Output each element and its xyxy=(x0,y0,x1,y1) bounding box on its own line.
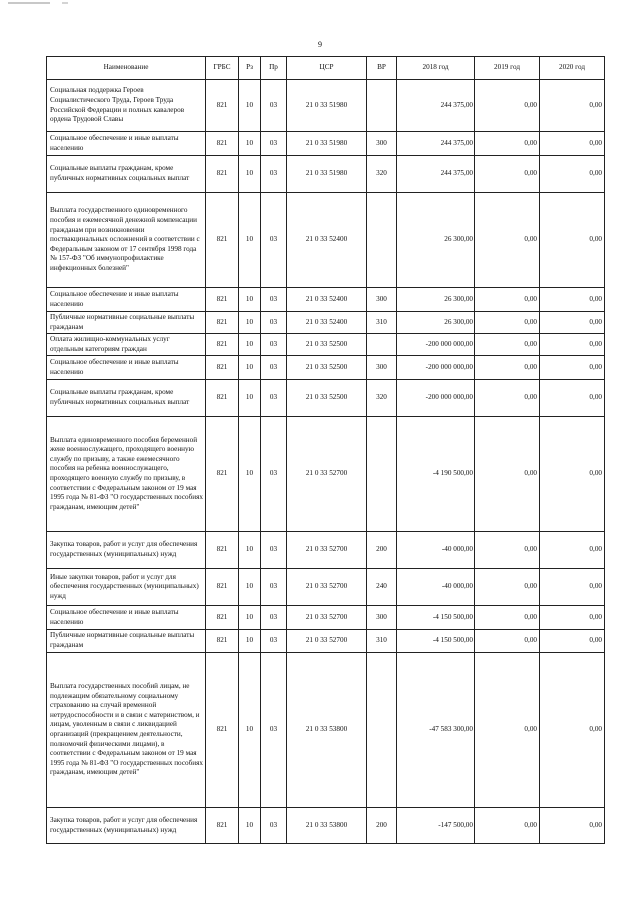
row-vr xyxy=(367,334,397,356)
row-amount-2018: 26 300,00 xyxy=(397,288,475,312)
row-csr: 21 0 33 51980 xyxy=(287,156,367,193)
table-row xyxy=(47,606,605,630)
column-header-name: Наименование xyxy=(47,57,206,80)
row-pr: 03 xyxy=(261,132,287,156)
row-pr: 03 xyxy=(261,80,287,132)
row-rz: 10 xyxy=(239,193,261,288)
row-grbs: 821 xyxy=(206,532,239,569)
row-csr: 21 0 33 51980 xyxy=(287,80,367,132)
scan-artifact xyxy=(62,2,68,4)
row-csr: 21 0 33 51980 xyxy=(287,132,367,156)
row-rz: 10 xyxy=(239,569,261,606)
row-amount-2020: 0,00 xyxy=(540,606,605,630)
row-rz: 10 xyxy=(239,80,261,132)
row-grbs: 821 xyxy=(206,380,239,417)
row-vr: 320 xyxy=(367,380,397,417)
row-csr: 21 0 33 52500 xyxy=(287,356,367,380)
table-row xyxy=(47,312,605,334)
row-amount-2019: 0,00 xyxy=(475,193,540,288)
row-vr: 300 xyxy=(367,606,397,630)
row-amount-2019: 0,00 xyxy=(475,417,540,532)
row-rz: 10 xyxy=(239,532,261,569)
row-amount-2019: 0,00 xyxy=(475,630,540,653)
row-amount-2018: 26 300,00 xyxy=(397,193,475,288)
row-amount-2018: -4 150 500,00 xyxy=(397,630,475,653)
row-amount-2019: 0,00 xyxy=(475,356,540,380)
row-vr: 320 xyxy=(367,156,397,193)
table-row xyxy=(47,156,605,193)
row-amount-2019: 0,00 xyxy=(475,569,540,606)
row-vr: 300 xyxy=(367,288,397,312)
row-name: Выплата государственного единовременного пособия и ежемесячной денежной компенсации гражданам при возникновении поствакцинальных осложнений в соответствии с Федеральным законом от 17 сентября 1998 года № 157-ФЗ "Об иммунопрофилактике инфекционных болезней" xyxy=(47,193,206,288)
row-vr xyxy=(367,417,397,532)
row-csr: 21 0 33 52700 xyxy=(287,532,367,569)
row-pr: 03 xyxy=(261,653,287,808)
row-name: Социальные выплаты гражданам, кроме публичных нормативных социальных выплат xyxy=(47,156,206,193)
row-pr: 03 xyxy=(261,193,287,288)
table-row xyxy=(47,80,605,132)
row-amount-2020: 0,00 xyxy=(540,80,605,132)
row-amount-2019: 0,00 xyxy=(475,653,540,808)
row-amount-2020: 0,00 xyxy=(540,334,605,356)
row-grbs: 821 xyxy=(206,606,239,630)
row-name: Социальное обеспечение и иные выплаты населению xyxy=(47,132,206,156)
table-row xyxy=(47,808,605,844)
row-amount-2020: 0,00 xyxy=(540,569,605,606)
column-header-vr: ВР xyxy=(367,57,397,80)
row-pr: 03 xyxy=(261,356,287,380)
row-grbs: 821 xyxy=(206,653,239,808)
row-amount-2020: 0,00 xyxy=(540,356,605,380)
table-row xyxy=(47,630,605,653)
row-rz: 10 xyxy=(239,334,261,356)
column-header-2019: 2019 год xyxy=(475,57,540,80)
table-body xyxy=(47,80,605,844)
row-vr: 310 xyxy=(367,312,397,334)
column-header-2018: 2018 год xyxy=(397,57,475,80)
row-rz: 10 xyxy=(239,808,261,844)
row-amount-2018: -200 000 000,00 xyxy=(397,334,475,356)
table-row xyxy=(47,532,605,569)
row-amount-2018: -40 000,00 xyxy=(397,532,475,569)
column-header-csr: ЦСР xyxy=(287,57,367,80)
table-row xyxy=(47,334,605,356)
row-amount-2020: 0,00 xyxy=(540,417,605,532)
row-name: Оплата жилищно-коммунальных услуг отдельным категориям граждан xyxy=(47,334,206,356)
table-row xyxy=(47,417,605,532)
table-row xyxy=(47,193,605,288)
row-grbs: 821 xyxy=(206,80,239,132)
row-grbs: 821 xyxy=(206,808,239,844)
row-csr: 21 0 33 53800 xyxy=(287,808,367,844)
row-amount-2019: 0,00 xyxy=(475,334,540,356)
row-vr: 300 xyxy=(367,356,397,380)
row-csr: 21 0 33 52500 xyxy=(287,380,367,417)
row-name: Выплата государственных пособий лицам, не подлежащим обязательному социальному страхованию на случай временной нетрудоспособности и в связи с материнством, и лицам, уволенным в связи с ликвидацией организаций (прекращением деятельности, полномочий физическими лицами), в соответствии с Федеральным законом от 19 мая 1995 года № 81-ФЗ "О государственных пособиях гражданам, имеющим детей" xyxy=(47,653,206,808)
row-amount-2019: 0,00 xyxy=(475,808,540,844)
row-vr: 200 xyxy=(367,808,397,844)
row-grbs: 821 xyxy=(206,132,239,156)
table-row xyxy=(47,569,605,606)
scan-artifact xyxy=(8,2,50,4)
table-row xyxy=(47,380,605,417)
row-amount-2019: 0,00 xyxy=(475,156,540,193)
table-row xyxy=(47,356,605,380)
row-rz: 10 xyxy=(239,417,261,532)
row-name: Выплата единовременного пособия беременной жене военнослужащего, проходящего военную службу по призыву, а также ежемесячного пособия на ребенка военнослужащего, проходящего военную службу по призыву, в соответствии с Федеральным законом от 19 мая 1995 года № 81-ФЗ "О государственных пособиях гражданам, имеющим детей" xyxy=(47,417,206,532)
table-row xyxy=(47,132,605,156)
row-pr: 03 xyxy=(261,156,287,193)
row-rz: 10 xyxy=(239,288,261,312)
row-csr: 21 0 33 52500 xyxy=(287,334,367,356)
row-name: Закупка товаров, работ и услуг для обеспечения государственных (муниципальных) нужд xyxy=(47,808,206,844)
row-vr: 240 xyxy=(367,569,397,606)
table-row xyxy=(47,288,605,312)
row-name: Социальное обеспечение и иные выплаты населению xyxy=(47,606,206,630)
row-amount-2020: 0,00 xyxy=(540,193,605,288)
row-rz: 10 xyxy=(239,630,261,653)
row-csr: 21 0 33 52400 xyxy=(287,288,367,312)
row-amount-2018: 26 300,00 xyxy=(397,312,475,334)
row-rz: 10 xyxy=(239,606,261,630)
row-grbs: 821 xyxy=(206,417,239,532)
row-amount-2020: 0,00 xyxy=(540,288,605,312)
row-amount-2019: 0,00 xyxy=(475,312,540,334)
row-grbs: 821 xyxy=(206,569,239,606)
row-rz: 10 xyxy=(239,132,261,156)
row-rz: 10 xyxy=(239,312,261,334)
row-pr: 03 xyxy=(261,380,287,417)
row-amount-2019: 0,00 xyxy=(475,532,540,569)
row-pr: 03 xyxy=(261,569,287,606)
row-rz: 10 xyxy=(239,380,261,417)
row-grbs: 821 xyxy=(206,193,239,288)
row-name: Публичные нормативные социальные выплаты гражданам xyxy=(47,312,206,334)
row-amount-2019: 0,00 xyxy=(475,288,540,312)
row-pr: 03 xyxy=(261,417,287,532)
row-csr: 21 0 33 52400 xyxy=(287,312,367,334)
row-vr xyxy=(367,193,397,288)
row-amount-2020: 0,00 xyxy=(540,532,605,569)
row-vr: 300 xyxy=(367,132,397,156)
row-amount-2018: -200 000 000,00 xyxy=(397,356,475,380)
row-amount-2018: -4 150 500,00 xyxy=(397,606,475,630)
row-pr: 03 xyxy=(261,606,287,630)
row-grbs: 821 xyxy=(206,312,239,334)
row-name: Социальное обеспечение и иные выплаты населению xyxy=(47,356,206,380)
column-header-rz: Рз xyxy=(239,57,261,80)
row-amount-2018: 244 375,00 xyxy=(397,80,475,132)
row-name: Иные закупки товаров, работ и услуг для обеспечения государственных (муниципальных) нужд xyxy=(47,569,206,606)
row-name: Социальная поддержка Героев Социалистического Труда, Героев Труда Российской Федерации и полных кавалеров ордена Трудовой Славы xyxy=(47,80,206,132)
row-csr: 21 0 33 53800 xyxy=(287,653,367,808)
row-amount-2018: 244 375,00 xyxy=(397,156,475,193)
row-amount-2020: 0,00 xyxy=(540,630,605,653)
row-name: Закупка товаров, работ и услуг для обеспечения государственных (муниципальных) нужд xyxy=(47,532,206,569)
row-csr: 21 0 33 52400 xyxy=(287,193,367,288)
row-grbs: 821 xyxy=(206,630,239,653)
row-rz: 10 xyxy=(239,356,261,380)
row-amount-2018: -40 000,00 xyxy=(397,569,475,606)
row-amount-2020: 0,00 xyxy=(540,312,605,334)
row-rz: 10 xyxy=(239,156,261,193)
row-rz: 10 xyxy=(239,653,261,808)
row-vr: 200 xyxy=(367,532,397,569)
row-csr: 21 0 33 52700 xyxy=(287,630,367,653)
budget-table xyxy=(46,56,605,844)
row-grbs: 821 xyxy=(206,156,239,193)
row-amount-2018: -147 500,00 xyxy=(397,808,475,844)
row-pr: 03 xyxy=(261,630,287,653)
row-amount-2018: -200 000 000,00 xyxy=(397,380,475,417)
row-amount-2018: -47 583 300,00 xyxy=(397,653,475,808)
row-amount-2019: 0,00 xyxy=(475,80,540,132)
row-amount-2018: 244 375,00 xyxy=(397,132,475,156)
row-vr xyxy=(367,653,397,808)
row-grbs: 821 xyxy=(206,334,239,356)
row-amount-2018: -4 190 500,00 xyxy=(397,417,475,532)
row-amount-2019: 0,00 xyxy=(475,380,540,417)
row-amount-2020: 0,00 xyxy=(540,653,605,808)
row-pr: 03 xyxy=(261,288,287,312)
row-pr: 03 xyxy=(261,312,287,334)
row-amount-2020: 0,00 xyxy=(540,808,605,844)
row-pr: 03 xyxy=(261,334,287,356)
row-name: Социальные выплаты гражданам, кроме публичных нормативных социальных выплат xyxy=(47,380,206,417)
column-header-pr: Пр xyxy=(261,57,287,80)
row-pr: 03 xyxy=(261,808,287,844)
row-amount-2019: 0,00 xyxy=(475,606,540,630)
row-vr xyxy=(367,80,397,132)
row-csr: 21 0 33 52700 xyxy=(287,606,367,630)
row-vr: 310 xyxy=(367,630,397,653)
row-amount-2020: 0,00 xyxy=(540,156,605,193)
row-csr: 21 0 33 52700 xyxy=(287,569,367,606)
row-name: Социальное обеспечение и иные выплаты населению xyxy=(47,288,206,312)
row-pr: 03 xyxy=(261,532,287,569)
page-number: 9 xyxy=(318,40,322,49)
row-amount-2020: 0,00 xyxy=(540,380,605,417)
row-amount-2020: 0,00 xyxy=(540,132,605,156)
column-header-grbs: ГРБС xyxy=(206,57,239,80)
row-amount-2019: 0,00 xyxy=(475,132,540,156)
column-header-2020: 2020 год xyxy=(540,57,605,80)
row-csr: 21 0 33 52700 xyxy=(287,417,367,532)
row-grbs: 821 xyxy=(206,356,239,380)
row-grbs: 821 xyxy=(206,288,239,312)
row-name: Публичные нормативные социальные выплаты гражданам xyxy=(47,630,206,653)
table-row xyxy=(47,653,605,808)
table-header-row xyxy=(47,57,605,80)
